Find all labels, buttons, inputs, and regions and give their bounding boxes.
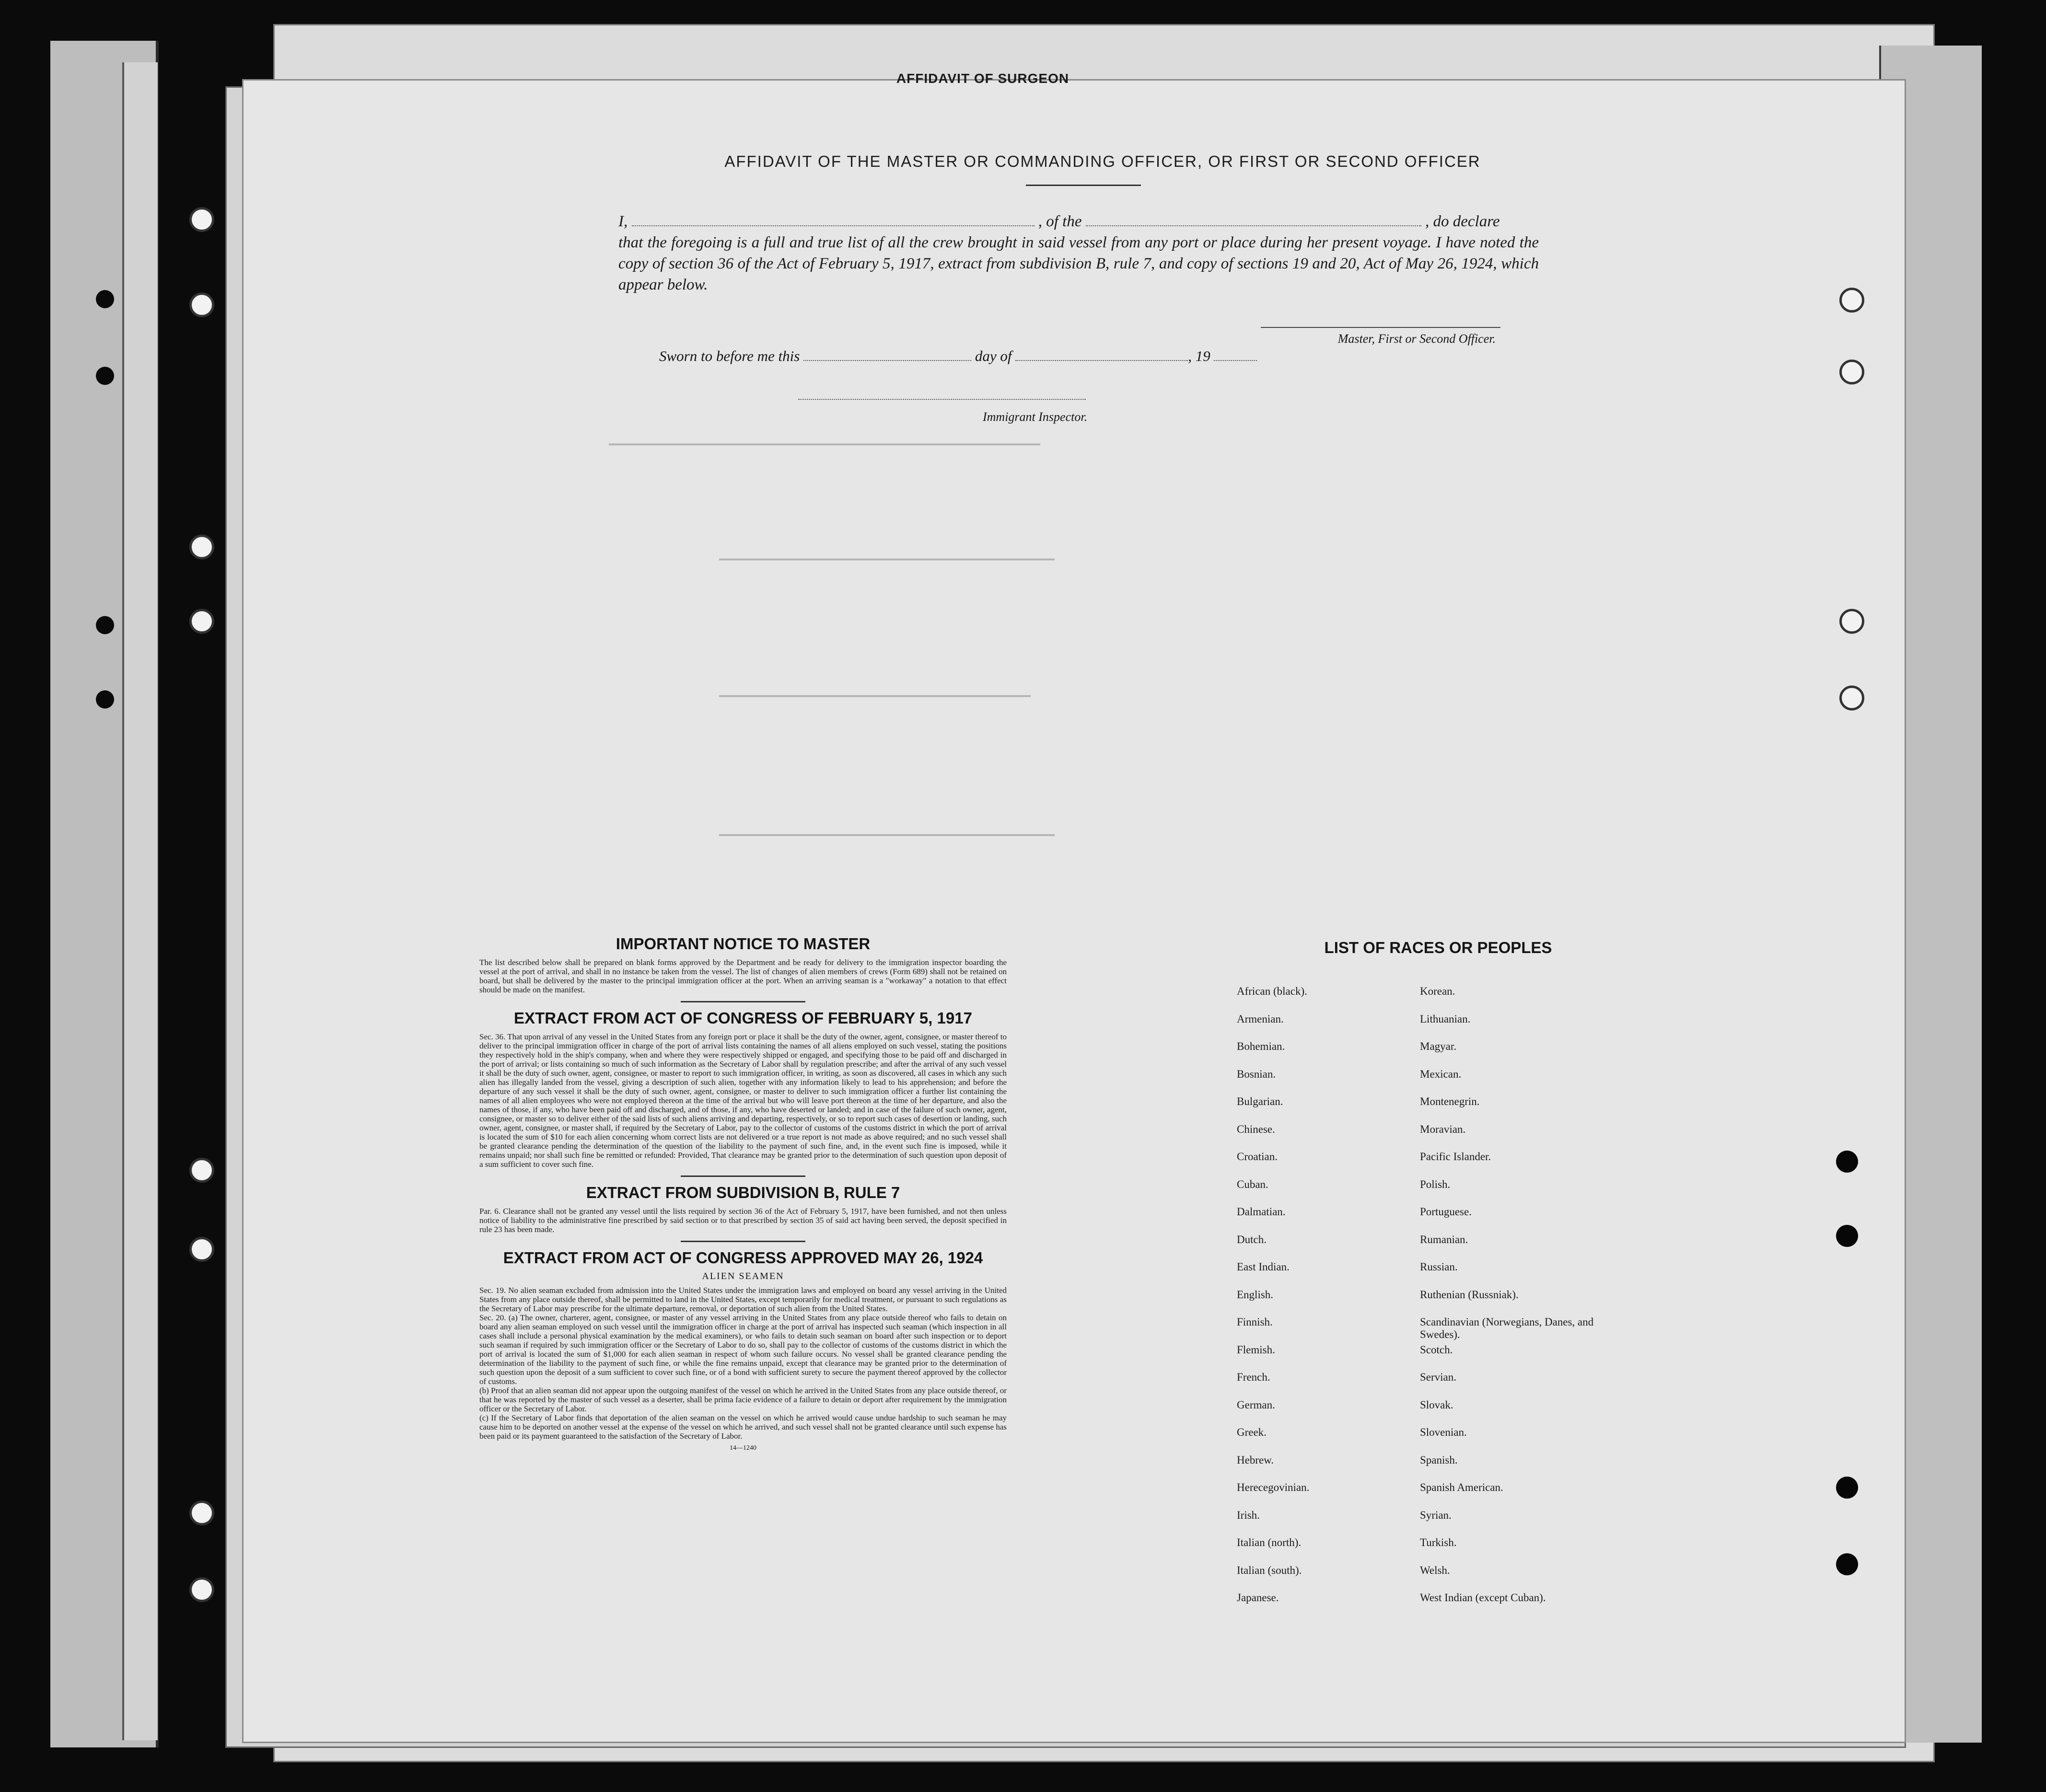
race-item: Slovenian. [1420, 1426, 1467, 1438]
race-item: Dutch. [1237, 1233, 1267, 1245]
notice-title: IMPORTANT NOTICE TO MASTER [616, 935, 871, 953]
race-item: African (black). [1237, 985, 1307, 997]
section-divider [681, 1241, 805, 1242]
declaration-body: that the foregoing is a full and true list of all the crew brought in said vessel from any port or place during her present voyage. I have noted the copy of section 36 of the Act of February 5, 1917, extract from subdivision B, rule 7, and copy of sections 19 and 20, Act of May 26, 1924, which appear below. [618, 234, 1539, 293]
binder-hole-icon [189, 207, 214, 232]
sworn-day: day of [975, 348, 1012, 364]
month-field[interactable] [1015, 348, 1188, 361]
name-field[interactable] [632, 213, 1035, 226]
race-item: Herecegovinian. [1237, 1481, 1310, 1493]
race-item: Bosnian. [1237, 1068, 1276, 1080]
race-item: Korean. [1420, 985, 1455, 997]
race-item: West Indian (except Cuban). [1420, 1592, 1546, 1604]
race-item: Dalmatian. [1237, 1206, 1286, 1218]
declaration-block [618, 211, 1539, 295]
extract-1917-text: Sec. 36. That upon arrival of any vessel in the United States from any foreign port or place it shall be the duty of the owner, agent, consignee, or master thereof to deliver to the principal immigration officer in charge of the port of arrival lists containing the names of all aliens employed on such vessel, stating the positions they respectively hold in the ship's company, when and where they were respectively shipped or engaged, and specifying those to be paid off and discharged in the port of arrival; or lists containing so much of such information as the Secretary of Labor shall by regulation prescribe; and after the arrival of any such vessel it shall be the duty of such owner, agent, consignee, or master to report to such immigration officer, in writing, as soon as discovered, all cases in which any such alien has illegally landed from the vessel, giving a description of such alien, together with any information likely to lead to his apprehension; and before the departure of any such vessel it shall be the duty of such owner, agent, consignee, or master to deliver to such immigration officer a further list containing the names of all alien employees who were not employed thereon at the time of the arrival but who will leave port thereon at the time of her departure, and also the names of those, if any, who have been paid off and discharged, and of those, if any, who have deserted or landed; and in case of the failure of such owner, agent, consignee, or master so to deliver either of the said lists of such aliens arriving and departing, respectively, or so to report such cases of desertion or landing, such owner, agent, consignee, or master shall, if required by the Secretary of Labor, pay to the collector of customs of the customs district in which the port of arrival is located the sum of $10 for each alien concerning whom correct lists are not delivered or a true report is not made as above required; and no such vessel shall be granted clearance pending the determination of the question of the liability to the payment of such fine, and, in the event such fine is imposed, while it remains unpaid; nor shall such fine be remitted or refunded: Provided, That clearance may be granted prior to the determination of such question upon deposit of a sum sufficient to cover such fine. [479, 1032, 1007, 1169]
race-item: Lithuanian. [1420, 1012, 1471, 1025]
section-divider [681, 1175, 805, 1177]
inspector-signature-line[interactable] [798, 399, 1086, 400]
race-item: Mexican. [1420, 1068, 1462, 1080]
binder-hole-icon [1839, 360, 1864, 384]
section-20c-text: (c) If the Secretary of Labor finds that deportation of the alien seaman on the vessel on which he arrived would cause undue hardship to such seaman he may cause him to be deported on another vessel at the expense of the vessel on which he arrived, and such vessel shall not be granted clearance until such expense has been paid or its payment guaranteed to the satisfaction of the Secretary of Labor. [479, 1413, 1007, 1441]
race-item: Syrian. [1420, 1509, 1452, 1521]
binder-hole-icon [1839, 288, 1864, 313]
race-item: Japanese. [1237, 1592, 1279, 1604]
binder-hole-icon [189, 535, 214, 559]
race-item: Cuban. [1237, 1178, 1268, 1190]
race-item: Bulgarian. [1237, 1095, 1283, 1107]
race-item: Servian. [1420, 1371, 1457, 1383]
race-item: Turkish. [1420, 1536, 1457, 1548]
races-left-column [1237, 985, 1395, 1619]
race-item: Portuguese. [1420, 1206, 1472, 1218]
race-item: Pacific Islander. [1420, 1151, 1491, 1163]
signature-line[interactable] [1261, 327, 1500, 328]
race-item: Russian. [1420, 1261, 1458, 1273]
declaration-of-the: , of the [1038, 213, 1082, 230]
race-item: Finnish. [1237, 1316, 1273, 1328]
binder-hole-icon [96, 290, 114, 308]
binder-hole-icon [189, 1501, 214, 1525]
race-item: Moravian. [1420, 1123, 1466, 1135]
race-item: Italian (south). [1237, 1564, 1302, 1576]
section-20b-text: (b) Proof that an alien seaman did not appear upon the outgoing manifest of the vessel on which he arrived in the United States from any place outside thereof, or that he was reported by the master of such vessel as a deserter, shall be prima facie evidence of a failure to detain or deport after requirement by the immigration officer or the Secretary of Labor. [479, 1386, 1007, 1413]
race-item: Irish. [1237, 1509, 1260, 1521]
form-number: 14—1240 [730, 1444, 756, 1452]
race-item: Italian (north). [1237, 1536, 1302, 1548]
race-item: Hebrew. [1237, 1454, 1274, 1466]
section-19-text: Sec. 19. No alien seaman excluded from admission into the United States under the immigration laws and employed on board any vessel arriving in the United States from any place outside thereof, shall be permitted to land in the United States, except temporarily for medical treatment, or pursuant to such regulations as the Secretary of Labor may prescribe for the ultimate departure, removal, or deportation of such alien from the United States. [479, 1286, 1007, 1313]
race-item: Ruthenian (Russniak). [1420, 1288, 1519, 1301]
bleed-through-mark [719, 559, 1055, 560]
binder-hole-icon [1836, 1151, 1858, 1173]
title-divider [1026, 185, 1141, 186]
race-item: Welsh. [1420, 1564, 1450, 1576]
race-item: Montenegrin. [1420, 1095, 1480, 1107]
declaration-i: I, [618, 213, 628, 230]
binder-hole-icon [1836, 1553, 1858, 1575]
bleed-through-mark [719, 834, 1055, 836]
notice-text: The list described below shall be prepared on blank forms approved by the Department and be ready for delivery to the immigration inspector boarding the vessel at the port of arrival, and shall in no instance be taken from the vessel. The list of changes of alien members of crews (Form 689) shall not be retained on board, but shall be delivered by the master to the principal immigration officer at the port. When an arriving seaman is a "workaway" a notation to that effect should be made on the manifest. [479, 958, 1007, 994]
race-item: Magyar. [1420, 1040, 1457, 1052]
sworn-line [659, 348, 1330, 365]
binder-strip-inner [122, 62, 158, 1740]
top-heading: AFFIDAVIT OF SURGEON [896, 71, 1070, 86]
section-20a-text: Sec. 20. (a) The owner, charterer, agent, consignee, or master of any vessel arriving in the United States from any place outside thereof who fails to detain on board any alien seaman employed on such vessel until the immigration officer in charge at the port of arrival has inspected such seaman (which inspection in all cases shall include a personal physical examination by the medical examiners), or who fails to detain such seaman on board after such inspection or to deport such seaman if required by such immigration officer or the Secretary of Labor to do so, shall pay to the collector of customs of the customs district in which the port of arrival is located the sum of $1,000 for each alien seaman in respect of whom such failure occurs. No vessel shall be granted clearance pending the determination of the liability to the payment of such fine, or while the fine remains unpaid, except that clearance may be granted prior to the determination of such question upon the deposit of a sum sufficient to cover such fine, or of a bond with sufficient surety to secure the payment thereof approved by the collector of customs. [479, 1313, 1007, 1386]
race-item: Chinese. [1237, 1123, 1275, 1135]
race-item: Croatian. [1237, 1151, 1278, 1163]
section-divider [681, 1001, 805, 1002]
signature-label: Master, First or Second Officer. [1337, 332, 1496, 346]
race-item: English. [1237, 1288, 1274, 1301]
binder-hole-icon [1836, 1477, 1858, 1499]
race-item: Scotch. [1420, 1343, 1453, 1356]
binder-hole-icon [96, 616, 114, 634]
sworn-year: , 19 [1188, 348, 1210, 364]
vessel-field[interactable] [1086, 213, 1421, 226]
declaration-first-line [618, 211, 1539, 232]
extract-1917-title: EXTRACT FROM ACT OF CONGRESS OF FEBRUARY 5, 1917 [514, 1009, 972, 1027]
binder-hole-icon [96, 367, 114, 385]
declaration-do-declare: , do declare [1425, 213, 1500, 230]
race-item: French. [1237, 1371, 1270, 1383]
race-item: Scandinavian (Norwegians, Danes, and Swedes). [1420, 1316, 1594, 1340]
binder-hole-icon [189, 1158, 214, 1183]
binder-hole-icon [96, 690, 114, 709]
legal-notices [479, 935, 1007, 1452]
sworn-prefix: Sworn to before me this [659, 348, 800, 364]
alien-seamen-subtitle: ALIEN SEAMEN [702, 1271, 784, 1281]
race-item: Greek. [1237, 1426, 1267, 1438]
inspector-label: Immigrant Inspector. [983, 410, 1088, 424]
race-item: Bohemian. [1237, 1040, 1285, 1052]
race-item: Polish. [1420, 1178, 1451, 1190]
race-item: Flemish. [1237, 1343, 1275, 1356]
race-item: Spanish American. [1420, 1481, 1503, 1493]
race-item: East Indian. [1237, 1261, 1290, 1273]
main-page [242, 79, 1906, 1743]
binder-hole-icon [1839, 686, 1864, 710]
binder-hole-icon [189, 292, 214, 317]
year-field[interactable] [1214, 348, 1257, 361]
bleed-through-mark [719, 695, 1031, 697]
binder-hole-icon [189, 609, 214, 634]
race-item: German. [1237, 1398, 1275, 1411]
affidavit-title: AFFIDAVIT OF THE MASTER OR COMMANDING OFFICER, OR FIRST OR SECOND OFFICER [724, 152, 1481, 170]
race-item: Spanish. [1420, 1454, 1458, 1466]
binder-hole-icon [189, 1577, 214, 1602]
binder-hole-icon [1839, 609, 1864, 634]
race-item: Slovak. [1420, 1398, 1453, 1411]
day-field[interactable] [803, 348, 971, 361]
binder-hole-icon [189, 1237, 214, 1262]
race-item: Armenian. [1237, 1012, 1284, 1025]
extract-rule7-text: Par. 6. Clearance shall not be granted any vessel until the lists required by section 36 of the Act of February 5, 1917, have been furnished, and not then unless notice of liability to the administrative fine prescribed by said section or to that prescribed by section 35 of said act having been served, the deposit specified in rule 23 has been made. [479, 1207, 1007, 1234]
races-title: LIST OF RACES OR PEOPLES [1324, 939, 1552, 956]
race-item: Rumanian. [1420, 1233, 1468, 1245]
extract-1924-title: EXTRACT FROM ACT OF CONGRESS APPROVED MAY 26, 1924 [503, 1249, 983, 1267]
bleed-through-mark [609, 443, 1040, 445]
races-right-column [1420, 985, 1621, 1619]
binder-hole-icon [1836, 1225, 1858, 1247]
extract-rule7-title: EXTRACT FROM SUBDIVISION B, RULE 7 [586, 1184, 900, 1201]
